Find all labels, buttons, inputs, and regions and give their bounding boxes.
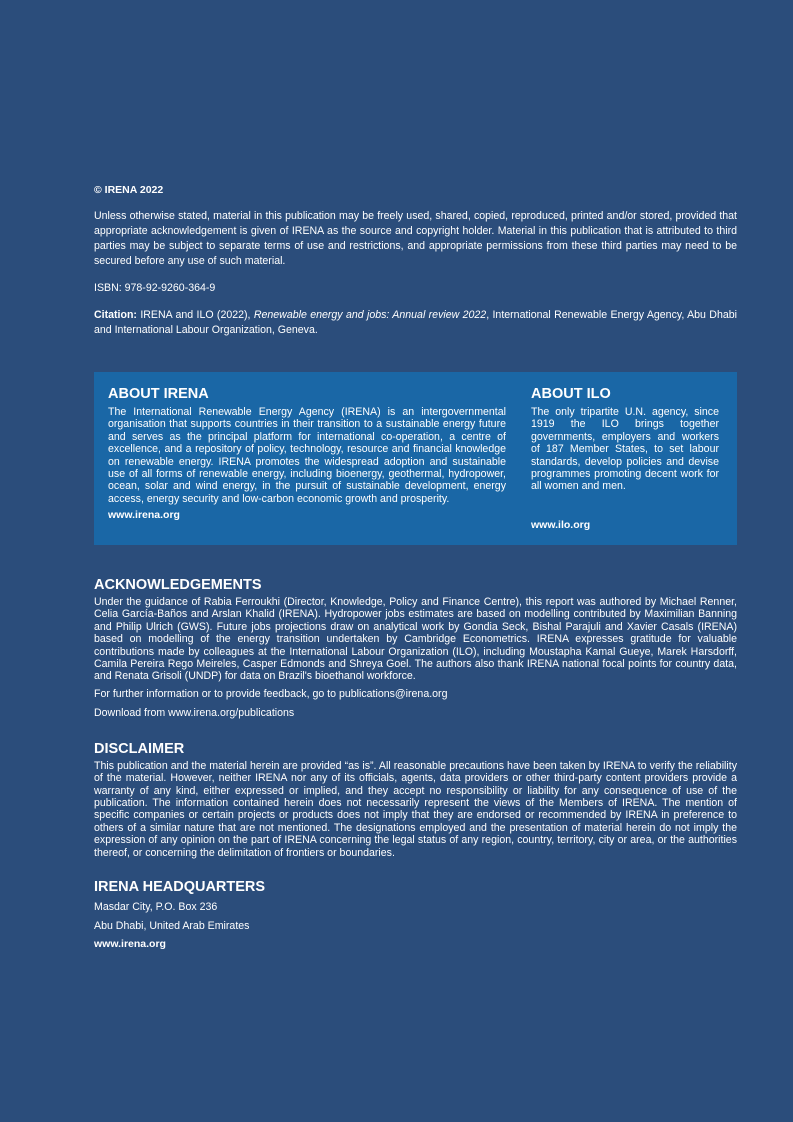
acknowledgements-title: ACKNOWLEDGEMENTS (94, 577, 262, 593)
about-irena (108, 386, 506, 531)
citation-prefix: IRENA and ILO (2022), (136, 309, 254, 321)
about-ilo (531, 386, 719, 531)
hq-website-link[interactable]: www.irena.org (94, 938, 166, 951)
about-box (94, 372, 737, 545)
ilo-website-link[interactable]: www.ilo.org (531, 519, 591, 531)
license-text: Unless otherwise stated, material in this publication may be freely used, shared, copied, reproduced, printed and/or stored, provided that appropriate acknowledgement is given of IRENA as the source and copyright holder. Material in this publication that is attributed to third parties may be subject to separate terms of use and restrictions, and appropriate permissions from these third parties may need to be secured before any use of such material. (94, 210, 737, 267)
about-ilo-text: The only tripartite U.N. agency, since 1919 the ILO brings together governments, employers and workers of 187 Member States, to set labour standards, develop policies and devise programmes promoting decent work for all women and men. (531, 406, 719, 493)
publication-info-page (94, 184, 737, 953)
about-irena-text: The International Renewable Energy Agency (IRENA) is an intergovernmental organisation that supports countries in their transition to a sustainable energy future and serves as the principal platform for international co-operation, a centre of excellence, and a repository of policy, technology, resource and financial knowledge on renewable energy. IRENA promotes the widespread adoption and sustainable use of all forms of renewable energy, including bioenergy, geothermal, hydropower, ocean, solar and wind energy, in the pursuit of sustainable development, energy access, energy security and low-carbon economic growth and prosperity. (108, 406, 506, 505)
citation-suffix: , International Renewable Energy Agency, Abu Dhabi and International Labour Organization, Geneva. (94, 309, 737, 336)
citation (94, 308, 737, 338)
hq-address-line-2: Abu Dhabi, United Arab Emirates (94, 919, 250, 932)
about-ilo-title: ABOUT ILO (531, 386, 611, 402)
acknowledgements-text: Under the guidance of Rabia Ferroukhi (Director, Knowledge, Policy and Finance Centre), this report was authored by Michael Renner, Celia García-Baños and Arslan Khalid (IRENA). Hydropower jobs estimates are based on modelling contributed by Maximilian Banning and Philip Ulrich (GWS). Future jobs projections draw on analytical work by Gondia Seck, Bishal Parajuli and Xavier Casals (IRENA) based on modelling of the energy transition undertaken by Cambridge Econometrics. IRENA expresses gratitude for valuable contributions made by colleagues at the International Labour Organization (ILO), including Moustapha Kamal Gueye, Marek Harsdorff, Camila Pereira Rego Meireles, Casper Edmonds and Shreya Goel. The authors also thank IRENA national focal points for country data, and Renata Grisoli (UNDP) for data on Brazil's bioethanol workforce. (94, 596, 737, 683)
hq-address-line-1: Masdar City, P.O. Box 236 (94, 901, 218, 914)
isbn: ISBN: 978-92-9260-364-9 (94, 282, 216, 294)
citation-label: Citation: (94, 309, 137, 321)
feedback-line: For further information or to provide feedback, go to publications@irena.org (94, 687, 448, 700)
disclaimer-text: This publication and the material herein are provided “as is”. All reasonable precautions have been taken by IRENA to verify the reliability of the material. However, neither IRENA nor any of its officials, agents, data providers or other third-party content providers provide a warranty of any kind, either expressed or implied, and they accept no responsibility or liability for any consequence of use of the publication. The information contained herein does not necessarily represent the views of the Members of IRENA. The mention of specific companies or certain projects or products does not imply that they are endorsed or recommended by IRENA in preference to others of a similar nature that are not mentioned. The designations employed and the presentation of material herein do not imply the expression of any opinion on the part of IRENA concerning the legal status of any region, country, territory, city or area, or the authorities thereof, or concerning the delimitation of frontiers or boundaries. (94, 759, 737, 859)
copyright-notice: © IRENA 2022 (94, 184, 164, 196)
disclaimer-title: DISCLAIMER (94, 740, 185, 757)
citation-title: Renewable energy and jobs: Annual review 2022 (253, 309, 487, 321)
irena-website-link[interactable]: www.irena.org (108, 509, 180, 522)
about-irena-title: ABOUT IRENA (108, 386, 209, 402)
download-line: Download from www.irena.org/publications (94, 706, 295, 719)
headquarters-title: IRENA HEADQUARTERS (94, 879, 266, 896)
